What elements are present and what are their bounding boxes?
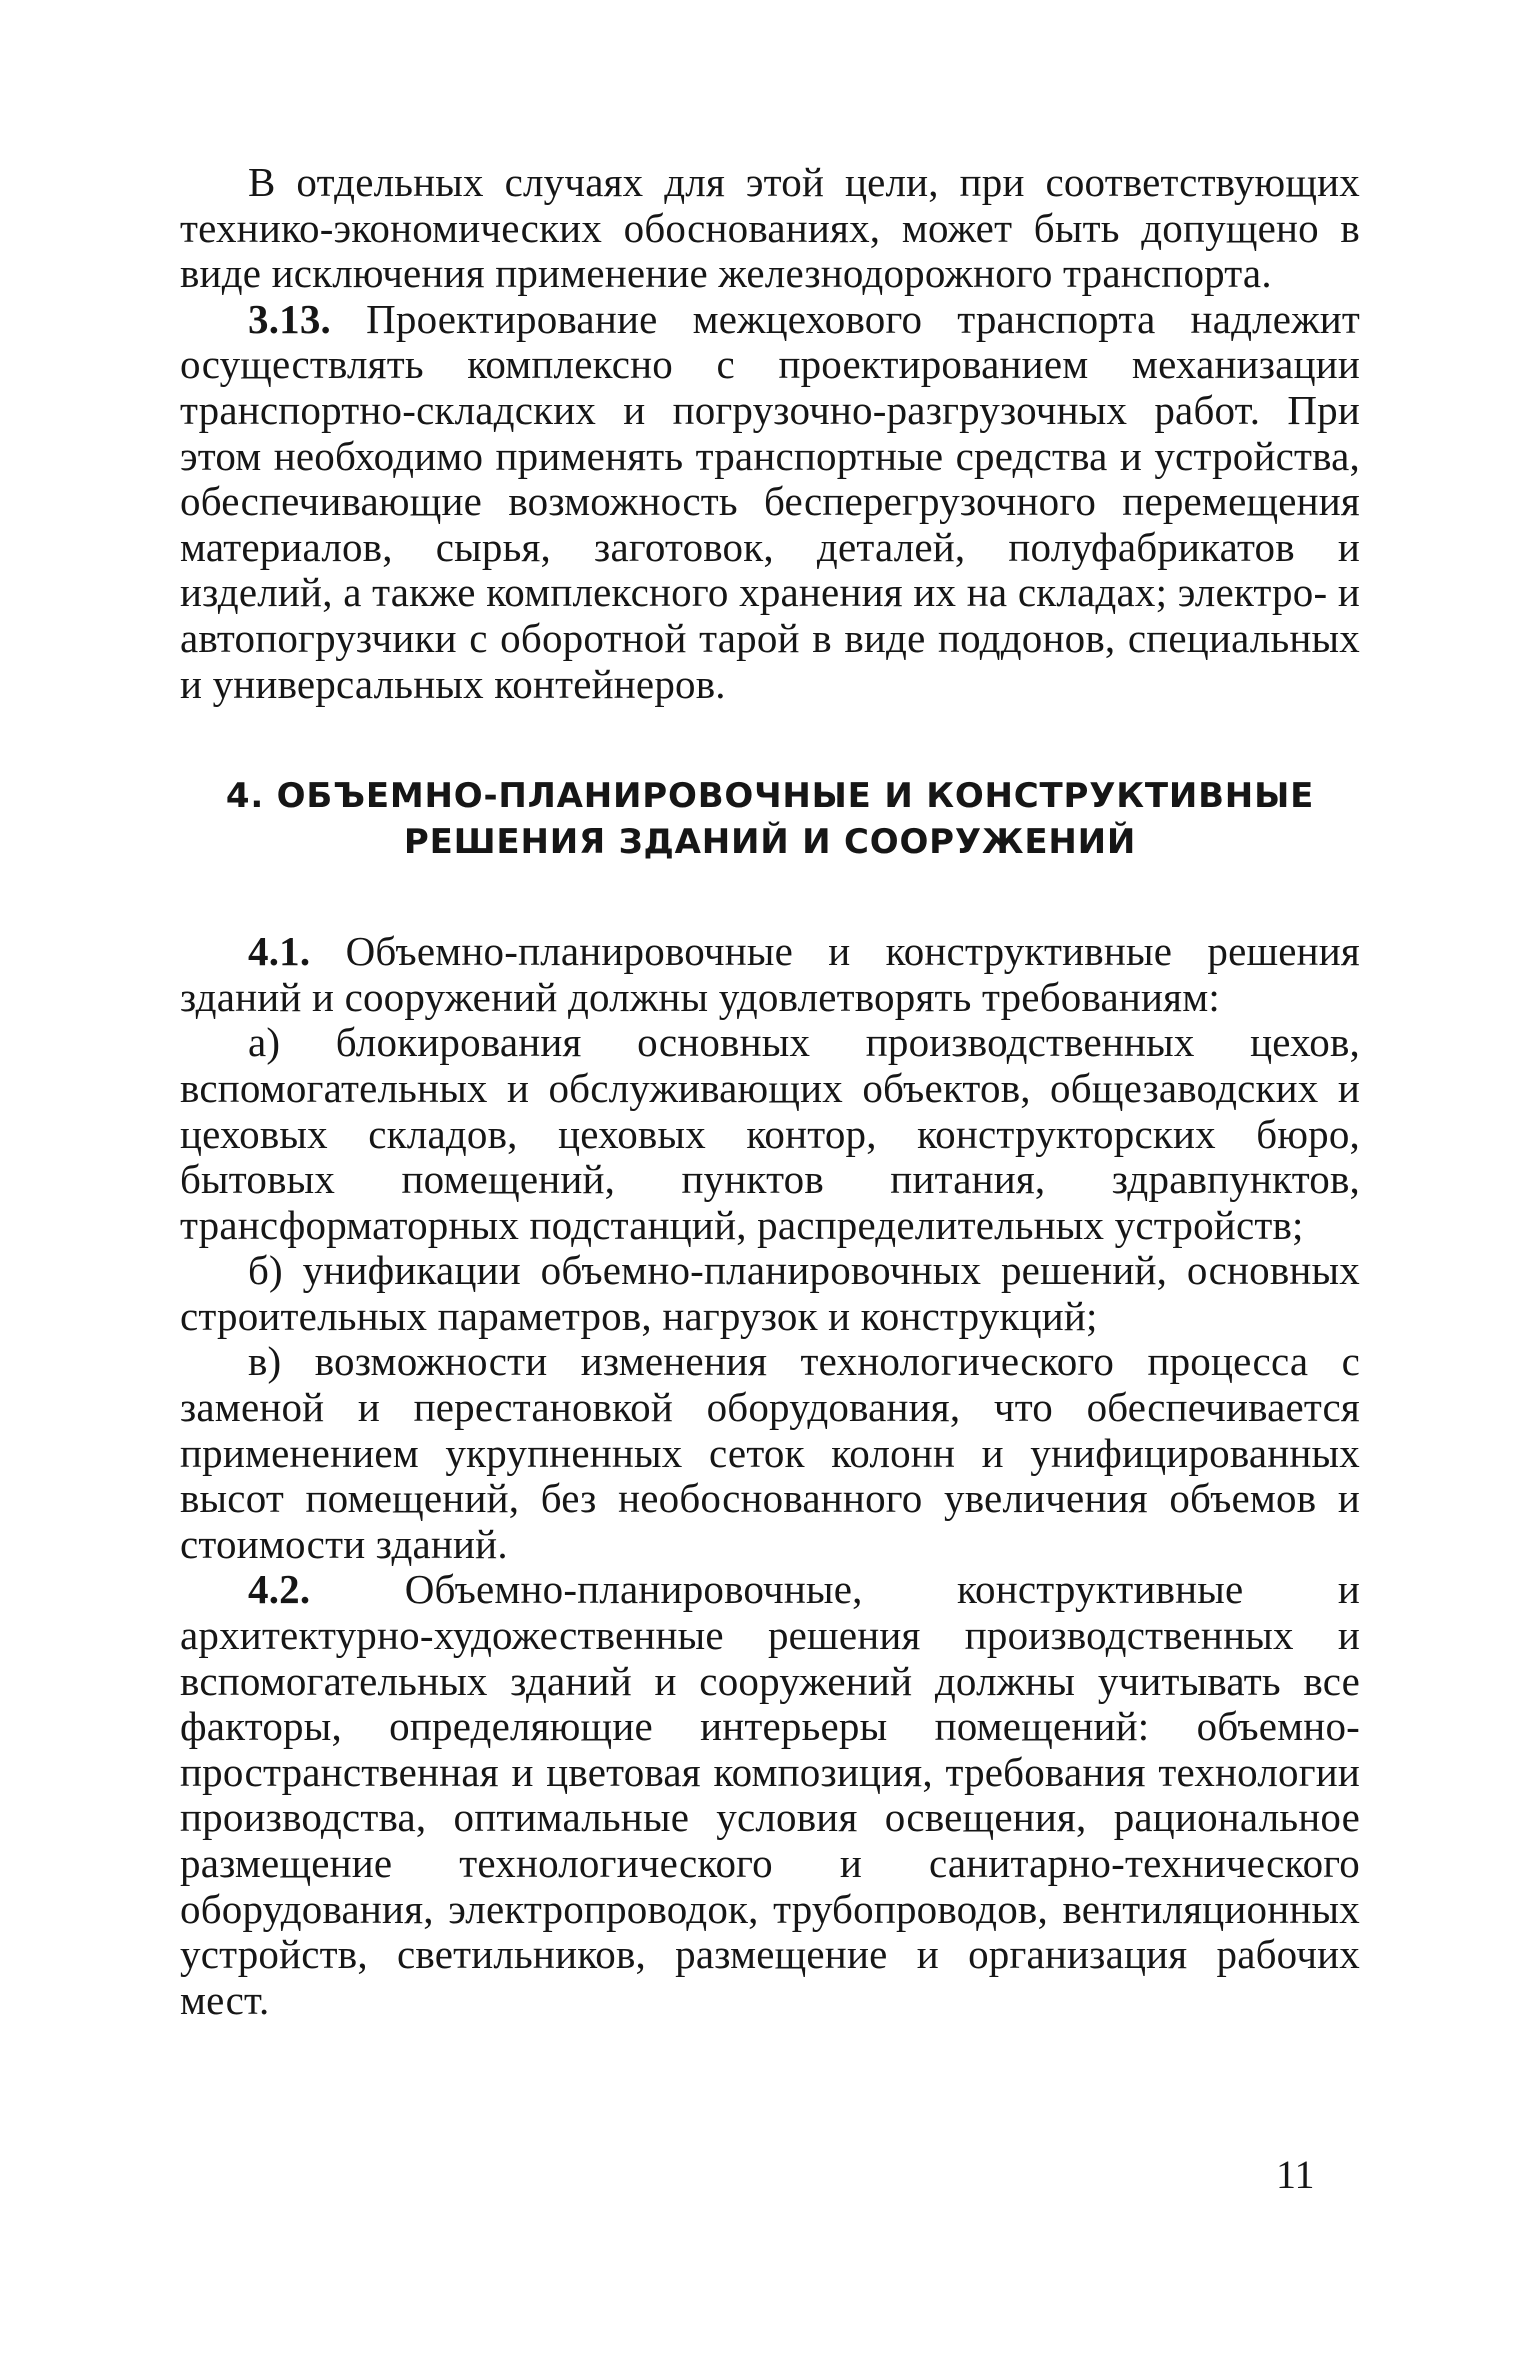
paragraph-text: б) унификации объемно-планировочных решений, основных строительных параметров, нагрузок и конструкций; — [180, 1247, 1360, 1339]
section-heading-line-1: 4. ОБЪЕМНО-ПЛАНИРОВОЧНЫЕ И КОНСТРУКТИВНЫЕ — [225, 776, 1315, 817]
paragraph-text: Проектирование межцехового транспорта надлежит осуществлять комплексно с проектированием механизации транспортно-складских и погрузочно-разгрузочных работ. При этом необходимо применять транспортные средства и устройства, обеспечивающие возможность бесперегрузочного перемещения материалов, сырья, заготовок, деталей, полуфабрикатов и изделий, а также комплексного хранения их на складах; электро- и автопогрузчики с оборотной тарой в виде поддонов, специальных и универсальных контейнеров. — [180, 295, 1360, 707]
paragraph-text: В отдельных случаях для этой цели, при соответствующих технико-экономических обоснованиях, может быть допущено в виде исключения применение железнодорожного транспорта. — [180, 159, 1360, 297]
section-heading-line-2: РЕШЕНИЯ ЗДАНИЙ И СООРУЖЕНИЙ — [403, 822, 1137, 863]
paragraph-4-1 — [180, 929, 1360, 1020]
paragraph-4-2 — [180, 1567, 1360, 2023]
paragraph-3-13 — [180, 297, 1360, 707]
paragraph-item-a — [180, 1020, 1360, 1248]
paragraph-item-v — [180, 1339, 1360, 1567]
section-heading — [180, 773, 1360, 865]
paragraph-number: 4.2. — [248, 1566, 311, 1613]
paragraph-railway-exception — [180, 160, 1360, 297]
page-number: 11 — [1276, 2152, 1315, 2197]
paragraph-text: в) возможности изменения технологического процесса с заменой и перестановкой оборудования, что обеспечивается применением укрупненных сеток колонн и унифицированных высот помещений, без необоснованного увеличения объемов и стоимости зданий. — [180, 1338, 1360, 1567]
document-page — [180, 160, 1360, 2023]
paragraph-text: а) блокирования основных производственных цехов, вспомогательных и обслуживающих объектов, общезаводских и цеховых складов, цеховых контор, конструкторских бюро, бытовых помещений, пунктов питания, здравпунктов, трансформаторных подстанций, распределительных устройств; — [180, 1019, 1360, 1248]
paragraph-number: 3.13. — [248, 295, 331, 342]
paragraph-number: 4.1. — [248, 928, 311, 975]
paragraph-text: Объемно-планировочные и конструктивные решения зданий и сооружений должны удовлетворять требованиям: — [180, 928, 1360, 1020]
paragraph-text: Объемно-планировочные, конструктивные и архитектурно-художественные решения производственных и вспомогательных зданий и сооружений должны учитывать все факторы, определяющие интерьеры помещений: объемно-пространственная и цветовая композиция, требования технологии производства, оптимальные условия освещения, рациональное размещение технологического и санитарно-технического оборудования, электропроводок, трубопроводов, вентиляционных устройств, светильников, размещение и организация рабочих мест. — [180, 1566, 1360, 2023]
paragraph-item-b — [180, 1248, 1360, 1339]
